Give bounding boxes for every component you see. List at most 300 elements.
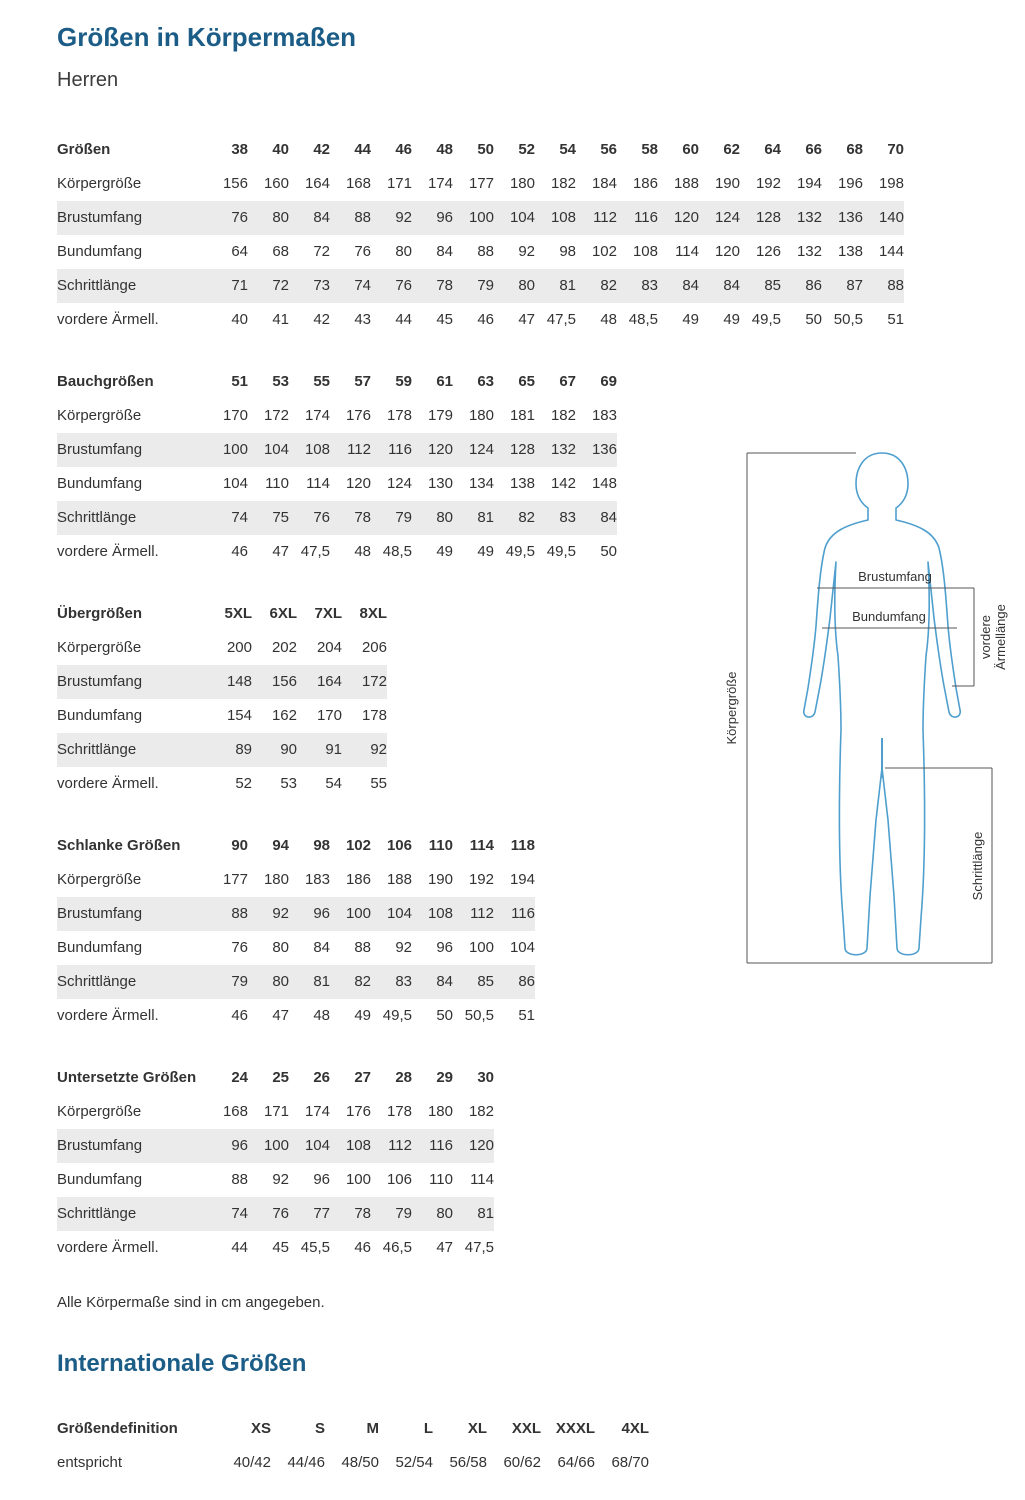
cell-value: 30 (477, 1069, 494, 1086)
cell-value: 89 (235, 741, 252, 758)
size-table (57, 133, 904, 337)
row-label: Untersetzte Größen (57, 1069, 197, 1086)
cell-value: 8XL (359, 605, 387, 622)
cell-value: 198 (878, 175, 904, 192)
cell-value: 53 (272, 373, 289, 390)
cell-value: 83 (641, 277, 658, 294)
cell-value: 88 (887, 277, 904, 294)
cell-value: 50 (600, 543, 617, 560)
cell-value: 58 (641, 141, 658, 158)
cell-value: 124 (468, 441, 494, 458)
cell-value: XL (467, 1420, 487, 1437)
cell-value: 64 (231, 243, 248, 260)
cell-value: 44 (231, 1239, 248, 1256)
cell-value: 52 (518, 141, 535, 158)
cell-value: 120 (714, 243, 740, 260)
row-label: Brustumfang (57, 673, 143, 690)
dimension-lines (747, 453, 992, 963)
cell-value: 104 (263, 441, 289, 458)
table-row (57, 1163, 494, 1197)
cell-value: 180 (263, 871, 289, 888)
cell-value: 106 (386, 837, 412, 854)
cell-value: 80 (272, 939, 289, 956)
cell-value: 80 (436, 509, 453, 526)
cell-value: 45,5 (300, 1239, 330, 1256)
cell-value: 54 (325, 775, 342, 792)
cell-value: 81 (313, 973, 330, 990)
cell-value: 64 (764, 141, 781, 158)
row-label: Bundumfang (57, 475, 143, 492)
cell-value: 128 (755, 209, 781, 226)
cell-value: 106 (386, 1171, 412, 1188)
row-label: Übergrößen (57, 605, 143, 622)
cell-value: 140 (878, 209, 904, 226)
row-label: Schrittlänge (57, 1205, 137, 1222)
cell-value: 112 (593, 209, 617, 226)
cell-value: 190 (427, 871, 453, 888)
cell-value: 100 (468, 939, 494, 956)
cell-value: 102 (345, 837, 371, 854)
table-row (57, 235, 904, 269)
cell-value: 83 (395, 973, 412, 990)
cell-value: 88 (231, 1171, 248, 1188)
body-measurement-figure (722, 438, 1022, 978)
cell-value: 56 (600, 141, 617, 158)
cell-value: 73 (313, 277, 330, 294)
cell-value: 49 (682, 311, 699, 328)
cell-value: XXL (511, 1420, 541, 1437)
cell-value: 148 (226, 673, 252, 690)
cell-value: 142 (550, 475, 576, 492)
cell-value: 74 (231, 1205, 248, 1222)
table-header-row (57, 829, 535, 863)
row-label: Schlanke Größen (57, 837, 181, 854)
cell-value: 50 (477, 141, 494, 158)
cell-value: 179 (427, 407, 453, 424)
row-label: Größendefinition (57, 1420, 178, 1437)
cell-value: 50,5 (833, 311, 863, 328)
cell-value: 44 (354, 141, 371, 158)
cell-value: 112 (470, 905, 494, 922)
cell-value: 55 (370, 775, 387, 792)
cell-value: 180 (509, 175, 535, 192)
cell-value: 182 (468, 1103, 494, 1120)
cell-value: 90 (231, 837, 248, 854)
cell-value: S (314, 1420, 325, 1437)
cell-value: 124 (714, 209, 740, 226)
cell-value: 79 (395, 1205, 412, 1222)
cell-value: 98 (559, 243, 576, 260)
cell-value: L (423, 1420, 433, 1437)
row-label: Körpergröße (57, 407, 142, 424)
cell-value: 85 (764, 277, 781, 294)
cell-value: 44 (395, 311, 412, 328)
cell-value: 120 (468, 1137, 494, 1154)
cell-value: 76 (395, 277, 412, 294)
table-row (57, 433, 617, 467)
cell-value: 50 (805, 311, 822, 328)
cell-value: 25 (272, 1069, 289, 1086)
cell-value: 5XL (224, 605, 252, 622)
cell-value: 148 (591, 475, 617, 492)
cell-value: M (366, 1420, 379, 1437)
cell-value: 136 (591, 441, 617, 458)
cell-value: 48,5 (382, 543, 412, 560)
cell-value: 67 (559, 373, 576, 390)
cell-value: 76 (272, 1205, 289, 1222)
cell-value: 43 (354, 311, 371, 328)
table-row (57, 767, 387, 801)
cell-value: 164 (304, 175, 330, 192)
cell-value: 51 (887, 311, 904, 328)
cell-value: 42 (313, 311, 330, 328)
cell-value: 61 (436, 373, 453, 390)
cell-value: 204 (316, 639, 342, 656)
row-label: entspricht (57, 1454, 123, 1471)
cell-value: 46,5 (382, 1239, 412, 1256)
cell-value: 100 (345, 905, 371, 922)
cell-value: 114 (675, 243, 699, 260)
cell-value: 136 (837, 209, 863, 226)
cell-value: 27 (354, 1069, 371, 1086)
cell-value: 178 (361, 707, 387, 724)
cell-value: 156 (222, 175, 248, 192)
cell-value: 46 (231, 1007, 248, 1024)
cell-value: 69 (600, 373, 617, 390)
cell-value: 88 (354, 939, 371, 956)
cell-value: 186 (345, 871, 371, 888)
cell-value: 49,5 (505, 543, 535, 560)
table-header-row (57, 1412, 649, 1446)
cell-value: 116 (511, 905, 535, 922)
table-header-row (57, 133, 904, 167)
cell-value: 78 (436, 277, 453, 294)
cell-value: 154 (226, 707, 252, 724)
cell-value: 72 (272, 277, 289, 294)
cell-value: 180 (427, 1103, 453, 1120)
cell-value: 178 (386, 407, 412, 424)
cell-value: 100 (468, 209, 494, 226)
table-row (57, 467, 617, 501)
cell-value: 118 (510, 837, 535, 854)
cell-value: 71 (231, 277, 248, 294)
size-table (57, 1061, 494, 1265)
cell-value: 132 (796, 209, 822, 226)
row-label: vordere Ärmell. (57, 543, 159, 560)
cell-value: 108 (632, 243, 658, 260)
cell-value: 64/66 (557, 1454, 595, 1471)
cell-value: 188 (673, 175, 699, 192)
cell-value: 171 (386, 175, 412, 192)
row-label: vordere Ärmell. (57, 311, 159, 328)
cell-value: 196 (837, 175, 863, 192)
cell-value: 84 (313, 939, 330, 956)
cell-value: 194 (796, 175, 822, 192)
cell-value: 26 (313, 1069, 330, 1086)
cell-value: 49,5 (382, 1007, 412, 1024)
table-row (57, 733, 387, 767)
cell-value: 104 (222, 475, 248, 492)
cell-value: 160 (263, 175, 289, 192)
cell-value: 79 (395, 509, 412, 526)
table-row (57, 631, 387, 665)
cell-value: 48,5 (628, 311, 658, 328)
cell-value: 40/42 (233, 1454, 271, 1471)
table-row (57, 1231, 494, 1265)
table-row (57, 897, 535, 931)
cell-value: 47,5 (546, 311, 576, 328)
cell-value: 178 (386, 1103, 412, 1120)
cell-value: 181 (509, 407, 535, 424)
cell-value: 52 (235, 775, 252, 792)
label-schrittlaenge: Schrittlänge (970, 831, 985, 901)
cell-value: 70 (887, 141, 904, 158)
cell-value: 62 (723, 141, 740, 158)
cell-value: 171 (263, 1103, 289, 1120)
row-label: vordere Ärmell. (57, 1239, 159, 1256)
table-row (57, 863, 535, 897)
cell-value: 57 (354, 373, 371, 390)
cell-value: 7XL (314, 605, 342, 622)
table-row (57, 1095, 494, 1129)
table-row (57, 1197, 494, 1231)
cell-value: 130 (427, 475, 453, 492)
cell-value: 124 (386, 475, 412, 492)
cell-value: 96 (313, 1171, 330, 1188)
cell-value: 120 (345, 475, 371, 492)
cell-value: 202 (271, 639, 297, 656)
cell-value: 92 (272, 905, 289, 922)
row-label: Bundumfang (57, 243, 143, 260)
cell-value: 82 (354, 973, 371, 990)
cell-value: 170 (222, 407, 248, 424)
body-outline (804, 453, 960, 955)
cell-value: 49 (354, 1007, 371, 1024)
cell-value: 120 (427, 441, 453, 458)
cell-value: 74 (354, 277, 371, 294)
table-row (57, 501, 617, 535)
cell-value: 192 (468, 871, 494, 888)
cell-value: 51 (231, 373, 248, 390)
cell-value: 114 (469, 837, 494, 854)
cell-value: 132 (796, 243, 822, 260)
cell-value: 190 (714, 175, 740, 192)
cell-value: 104 (509, 939, 535, 956)
row-label: Körpergröße (57, 871, 142, 888)
table-row (57, 399, 617, 433)
cell-value: 6XL (269, 605, 297, 622)
table-row (57, 665, 387, 699)
table-row (57, 965, 535, 999)
cell-value: 81 (559, 277, 576, 294)
cell-value: 84 (436, 973, 453, 990)
table-row (57, 999, 535, 1033)
cell-value: 194 (509, 871, 535, 888)
cell-value: 49,5 (751, 311, 781, 328)
row-label: Schrittlänge (57, 973, 137, 990)
cell-value: 72 (313, 243, 330, 260)
cell-value: 183 (304, 871, 330, 888)
table-row (57, 535, 617, 569)
cell-value: 174 (304, 1103, 330, 1120)
cell-value: 88 (354, 209, 371, 226)
cell-value: 98 (313, 837, 330, 854)
cell-value: 56/58 (449, 1454, 487, 1471)
label-koerpergroesse: Körpergröße (724, 671, 739, 745)
cell-value: 79 (231, 973, 248, 990)
cell-value: 84 (313, 209, 330, 226)
cell-value: 176 (345, 1103, 371, 1120)
cell-value: 84 (723, 277, 740, 294)
cell-value: 80 (518, 277, 535, 294)
row-label: Brustumfang (57, 209, 143, 226)
table-header-row (57, 597, 387, 631)
cell-value: 84 (682, 277, 699, 294)
section-title-international: Internationale Größen (57, 1350, 307, 1377)
cell-value: 50 (436, 1007, 453, 1024)
cell-value: 48 (313, 1007, 330, 1024)
row-label: Schrittlänge (57, 509, 137, 526)
row-label: Bundumfang (57, 707, 143, 724)
cell-value: 116 (429, 1137, 453, 1154)
cell-value: 48/50 (341, 1454, 379, 1471)
cell-value: 38 (231, 141, 248, 158)
row-label: Körpergröße (57, 1103, 142, 1120)
unit-note: Alle Körpermaße sind in cm angegeben. (57, 1294, 325, 1311)
cell-value: 59 (395, 373, 412, 390)
size-table (57, 365, 617, 569)
label-bundumfang: Bundumfang (852, 609, 926, 624)
cell-value: 108 (304, 441, 330, 458)
cell-value: 104 (386, 905, 412, 922)
cell-value: 80 (272, 973, 289, 990)
cell-value: 84 (436, 243, 453, 260)
cell-value: 92 (395, 939, 412, 956)
cell-value: 51 (518, 1007, 535, 1024)
cell-value: 48 (436, 141, 453, 158)
cell-value: 46 (231, 543, 248, 560)
cell-value: 174 (304, 407, 330, 424)
cell-value: 86 (518, 973, 535, 990)
table-internationale-groessen (57, 1412, 1025, 1480)
cell-value: 75 (272, 509, 289, 526)
cell-value: 41 (272, 311, 289, 328)
cell-value: 170 (316, 707, 342, 724)
table-row (57, 1129, 494, 1163)
table-header-row (57, 1061, 494, 1095)
table-untersetzte-groessen (57, 1061, 1025, 1265)
cell-value: 29 (436, 1069, 453, 1086)
cell-value: 180 (468, 407, 494, 424)
cell-value: 108 (345, 1137, 371, 1154)
table-row (57, 167, 904, 201)
cell-value: 88 (477, 243, 494, 260)
cell-value: 87 (846, 277, 863, 294)
cell-value: 128 (509, 441, 535, 458)
cell-value: 108 (427, 905, 453, 922)
row-label: Körpergröße (57, 639, 142, 656)
table-row (57, 1446, 649, 1480)
label-aermellaenge-line2: Ärmellänge (993, 604, 1008, 670)
row-label: vordere Ärmell. (57, 1007, 159, 1024)
cell-value: 162 (271, 707, 297, 724)
cell-value: XXXL (555, 1420, 595, 1437)
cell-value: 138 (509, 475, 535, 492)
table-row (57, 269, 904, 303)
cell-value: 92 (272, 1171, 289, 1188)
cell-value: 100 (263, 1137, 289, 1154)
cell-value: 108 (550, 209, 576, 226)
cell-value: 91 (325, 741, 342, 758)
row-label: Schrittlänge (57, 741, 137, 758)
row-label: Bundumfang (57, 939, 143, 956)
cell-value: 65 (518, 373, 535, 390)
cell-value: 49 (477, 543, 494, 560)
cell-value: 44/46 (287, 1454, 325, 1471)
cell-value: 81 (477, 1205, 494, 1222)
cell-value: 176 (345, 407, 371, 424)
cell-value: 47,5 (464, 1239, 494, 1256)
cell-value: 47 (518, 311, 535, 328)
cell-value: 88 (231, 905, 248, 922)
row-label: Größen (57, 141, 111, 158)
cell-value: 80 (272, 209, 289, 226)
cell-value: 46 (477, 311, 494, 328)
cell-value: 92 (518, 243, 535, 260)
cell-value: 54 (559, 141, 576, 158)
cell-value: 168 (222, 1103, 248, 1120)
cell-value: 60/62 (503, 1454, 541, 1471)
subtitle-herren: Herren (57, 69, 119, 91)
cell-value: 55 (313, 373, 330, 390)
row-label: Bundumfang (57, 1171, 143, 1188)
cell-value: 100 (345, 1171, 371, 1188)
cell-value: 45 (272, 1239, 289, 1256)
cell-value: 114 (306, 475, 330, 492)
cell-value: 78 (354, 509, 371, 526)
cell-value: 144 (878, 243, 904, 260)
cell-value: 47,5 (300, 543, 330, 560)
cell-value: 168 (345, 175, 371, 192)
label-brustumfang: Brustumfang (858, 569, 932, 584)
cell-value: 183 (591, 407, 617, 424)
cell-value: 85 (477, 973, 494, 990)
cell-value: 112 (347, 441, 371, 458)
cell-value: 156 (271, 673, 297, 690)
cell-value: 177 (222, 871, 248, 888)
cell-value: XS (250, 1420, 271, 1437)
cell-value: 94 (272, 837, 289, 854)
cell-value: 47 (272, 1007, 289, 1024)
size-table (57, 597, 387, 801)
cell-value: 92 (395, 209, 412, 226)
cell-value: 96 (436, 209, 453, 226)
cell-value: 68 (272, 243, 289, 260)
row-label: vordere Ärmell. (57, 775, 159, 792)
cell-value: 74 (231, 509, 248, 526)
row-label: Brustumfang (57, 905, 143, 922)
cell-value: 60 (682, 141, 699, 158)
cell-value: 110 (265, 475, 289, 492)
cell-value: 134 (468, 475, 494, 492)
cell-value: 177 (468, 175, 494, 192)
label-aermellaenge-line1: vordere (978, 614, 993, 660)
cell-value: 80 (436, 1205, 453, 1222)
table-row (57, 931, 535, 965)
cell-value: 4XL (621, 1420, 649, 1437)
figure-labels (724, 569, 1008, 900)
page-title: Größen in Körpermaßen (57, 22, 357, 52)
